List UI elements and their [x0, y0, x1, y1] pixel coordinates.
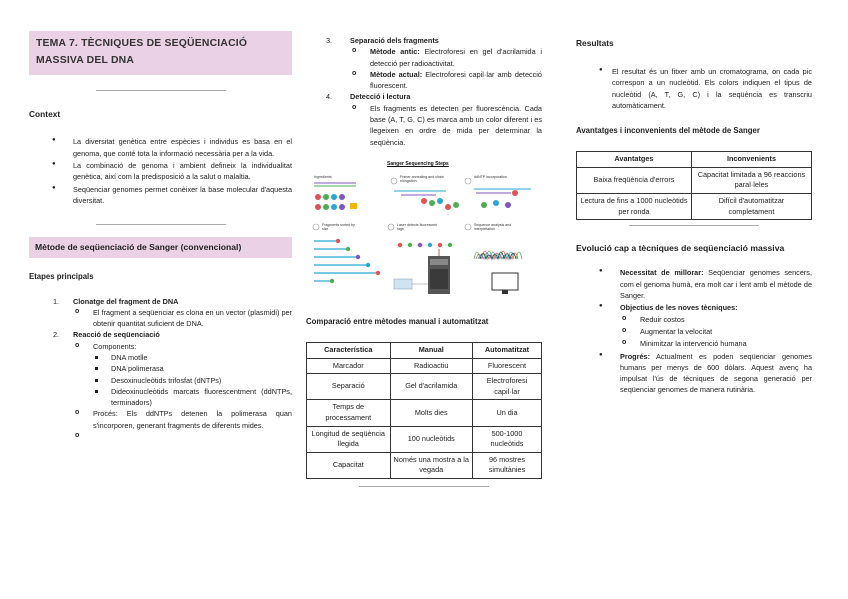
list-item: o El fragment a seqüenciar es clona en un vector (plasmidi) per obtenir quantitat suficient de DNA. — [73, 307, 292, 330]
components-list — [93, 352, 292, 408]
table-cell: 100 nucleòtids — [390, 426, 472, 452]
list-item: o Reduir costos — [620, 314, 812, 325]
table-cell: Un dia — [472, 400, 541, 426]
table-row — [307, 400, 542, 426]
table-header: Automatitzat — [472, 343, 541, 359]
list-item: ● El resultat és un fitxer amb un cromatograma, on cada pic correspon a un nucleòtid. Els colors indiquen el tipus de nucleòtid (A, T, G, C) i la seqüència es transcriu automàticament. — [576, 66, 812, 111]
incorporation-panel — [465, 178, 531, 208]
objectives-list — [620, 314, 812, 350]
table-cell: 96 mostres simultànies — [472, 452, 541, 478]
evolution-list — [576, 267, 812, 395]
empty-item — [73, 431, 292, 442]
step-title: Separació dels fragments — [350, 36, 439, 45]
list-item: ● La diversitat genètica entre espècies i individus es basa en el genoma, que conté tota la informació necessària per a la vida. — [29, 136, 292, 159]
list-item: ● Seqüenciar genomes permet conèixer la base molecular d'aquesta diversitat. — [29, 184, 292, 207]
list-item: ● Progrés: Actualment es poden seqüenciar genomes humans per menys de 600 dòlars. Aquest avenç ha impulsat l'ús de tècniques de segona generació per seqüenciar genomes de manera rutinària. — [576, 351, 812, 396]
table-cell: Difícil d'automatitzar completament — [691, 194, 811, 220]
chromatogram-panel — [465, 224, 522, 294]
table-header: Manual — [390, 343, 472, 359]
table-cell: Radioactiu — [390, 358, 472, 374]
table-cell: Electroforesi capil·lar — [472, 374, 541, 400]
list-item: ● Necessitat de millorar: Seqüenciar genomes sencers, com el genoma humà, era molt car i lent amb el mètode de Sanger. — [576, 267, 812, 301]
ingredients-panel — [314, 183, 357, 210]
divider — [359, 486, 489, 487]
table-cell: Marcador — [307, 358, 391, 374]
table-cell: 500-1000 nucleòtids — [472, 426, 541, 452]
process-item: o Procés: Els ddNTPs detenen la polimerasa quan s'incorporen, generant fragments de diferents mides. — [73, 408, 292, 431]
steps-heading: Etapes principals — [29, 272, 94, 282]
column-middle — [306, 0, 542, 487]
list-item: Dideoxinucleòtids marcats fluorescentment (ddNTPs, terminadors) — [93, 386, 292, 409]
comparison-heading: Comparació entre mètodes manual i automatitzat — [306, 316, 489, 326]
table-row — [307, 374, 542, 400]
column-right — [576, 0, 812, 397]
pros-cons-heading: Avantatges i inconvenients del mètode de Sanger — [576, 126, 760, 136]
divider — [629, 225, 759, 226]
figure-title: Sanger Sequencing Steps — [387, 160, 449, 167]
table-row — [307, 426, 542, 452]
table-cell: Separació — [307, 374, 391, 400]
table-cell: Capacitat limitada a 96 reaccions paral·leles — [691, 167, 811, 193]
list-item: DNA polimerasa — [93, 363, 292, 374]
table-cell: Longitud de seqüència llegida — [307, 426, 391, 452]
list-item: o Els fragments es detecten per fluorescència. Cada base (A, T, G, C) es marca amb un color diferent i es llegeixen en ordre de mida per determinar la seqüència. — [350, 103, 542, 148]
table-cell: Temps de processament — [307, 400, 391, 426]
table-cell: Baixa freqüència d'errors — [577, 167, 692, 193]
step-2: 2. Reacció de seqüenciació o Components: DNA motlle DNA polimerasa Desoxinucleòtids trifosfat (dNTPs) Dideoxinucleòtids marcats fluorescentment (ddNTPs, terminadors) o Procés: Els ddNTPs detenen la polimerasa quan s'incorporen, generant fragments de diferents mides. o — [29, 329, 292, 442]
step-title: Reacció de seqüenciació — [73, 330, 160, 340]
components-item: o Components: DNA motlle DNA polimerasa Desoxinucleòtids trifosfat (dNTPs) Dideoxinucleòtids marcats fluorescentment (ddNTPs, terminadors) — [73, 341, 292, 409]
divider — [96, 90, 226, 91]
table-header: Avantatges — [577, 152, 692, 168]
table-row — [307, 358, 542, 374]
table-cell: Lectura de fins a 1000 nucleòtids per ronda — [577, 194, 692, 220]
pros-cons-table — [576, 151, 812, 220]
table-row — [577, 167, 812, 193]
context-heading: Context — [29, 109, 61, 120]
sanger-heading: Mètode de seqüenciació de Sanger (convencional) — [29, 237, 292, 258]
table-cell: Només una mostra a la vegada — [390, 452, 472, 478]
list-item: o Augmentar la velocitat — [620, 326, 812, 337]
page-title: TEMA 7. TÈCNIQUES DE SEQÜENCIACIÓ MASSIVA DEL DNA — [29, 31, 292, 75]
step-3: 3. Separació dels fragments o Mètode antic: Electroforesi en gel d'acrilamida i detecció per radioactivitat. o Mètode actual: Electroforesi capil·lar amb detecció fluorescent. — [306, 35, 542, 91]
list-item: o Mètode antic: Electroforesi en gel d'acrilamida i detecció per radioactivitat. — [350, 46, 542, 69]
divider — [96, 224, 226, 225]
results-list — [576, 66, 812, 111]
table-cell: Molts dies — [390, 400, 472, 426]
step-title: Clonatge del fragment de DNA — [73, 296, 179, 306]
table-cell: Fluorescent — [472, 358, 541, 374]
list-item: ● Objectius de les noves tècniques: o Reduir costos o Augmentar la velocitat o Minimitzar la intervenció humana — [576, 302, 812, 349]
steps-list-continued — [306, 35, 542, 148]
comparison-table — [306, 342, 542, 479]
table-cell: Capacitat — [307, 452, 391, 478]
fragments-panel — [313, 224, 380, 283]
list-item: DNA motlle — [93, 352, 292, 363]
list-item: ● La combinació de genoma i ambient defineix la individualitat genètica, així com la predisposició a la salut o malaltia. — [29, 160, 292, 183]
column-left — [29, 0, 292, 442]
list-item: o Minimitzar la intervenció humana — [620, 338, 812, 349]
laser-panel — [388, 224, 456, 294]
evolution-heading: Evolució cap a tècniques de seqüenciació massiva — [576, 243, 785, 254]
table-header: Inconvenients — [691, 152, 811, 168]
table-header: Característica — [307, 343, 391, 359]
context-list — [29, 136, 292, 206]
sanger-figure: Sanger Sequencing Steps Ingredients Primer annealing and chain elongation ddNTP incorporation Fragments sorted by size Laser detects fluorescent tags Sequence analysis and interpretation — [306, 161, 542, 306]
step-1: 1. Clonatge del fragment de DNA o El fragment a seqüenciar es clona en un vector (plasmidi) per obtenir quantitat suficient de DNA. — [29, 296, 292, 330]
list-item: Desoxinucleòtids trifosfat (dNTPs) — [93, 375, 292, 386]
results-heading: Resultats — [576, 38, 614, 48]
step-4: 4. Detecció i lectura o Els fragments es detecten per fluorescència. Cada base (A, T, G, C) es marca amb un color diferent i es llegeixen en ordre de mida per determinar la seqüència. — [306, 91, 542, 147]
step-title: Detecció i lectura — [350, 92, 411, 102]
table-cell: Gel d'acrilamida — [390, 374, 472, 400]
table-row — [307, 452, 542, 478]
steps-list — [29, 296, 292, 443]
list-item: o Mètode actual: Electroforesi capil·lar amb detecció fluorescent. — [350, 69, 542, 92]
table-row — [577, 194, 812, 220]
